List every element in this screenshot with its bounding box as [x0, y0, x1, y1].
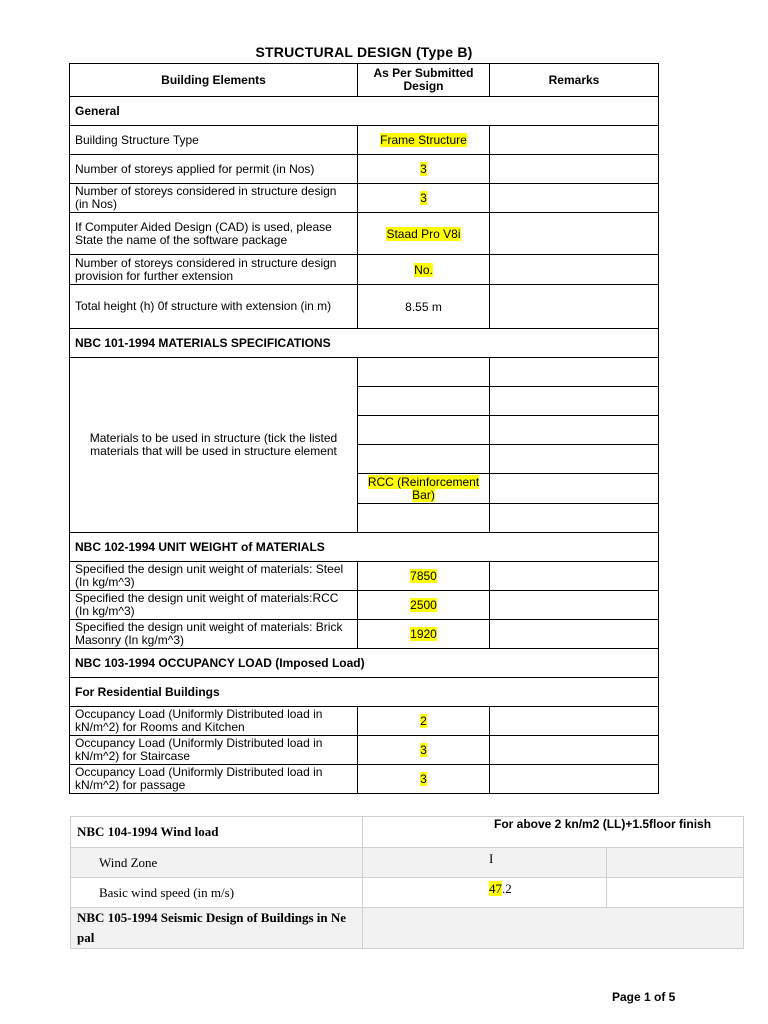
remarks-cell — [490, 620, 659, 649]
table-row — [70, 213, 659, 255]
remarks-cell — [490, 126, 659, 155]
remarks-cell — [490, 155, 659, 184]
section-row — [70, 329, 659, 358]
section-row — [70, 533, 659, 562]
row-label: Specified the design unit weight of materials: Steel (In kg/m^3) — [70, 562, 358, 591]
table-row — [70, 155, 659, 184]
remarks-cell — [490, 387, 659, 416]
table-row — [70, 255, 659, 285]
page-number: Page 1 of 5 — [612, 990, 676, 1004]
remarks-cell — [490, 736, 659, 765]
row-value: 2500 — [410, 598, 437, 612]
header-submitted-design: As Per Submitted Design — [358, 64, 490, 97]
wind-speed-row — [71, 878, 744, 908]
table-row — [70, 126, 659, 155]
material-item — [358, 416, 490, 445]
table-row — [70, 285, 659, 329]
document-title: STRUCTURAL DESIGN (Type B) — [255, 44, 473, 60]
structural-design-table — [69, 63, 659, 794]
row-value: Frame Structure — [380, 133, 467, 147]
row-label: Occupancy Load (Uniformly Distributed load in kN/m^2) for Staircase — [70, 736, 358, 765]
remarks-cell — [490, 255, 659, 285]
remarks-cell — [490, 445, 659, 474]
material-item — [358, 358, 490, 387]
row-value: No. — [414, 262, 433, 277]
row-value: 3 — [420, 191, 427, 205]
wind-seismic-table — [70, 816, 744, 949]
row-label: Number of storeys considered in structure design (in Nos) — [70, 184, 358, 213]
remarks-cell — [490, 504, 659, 533]
row-value: Staad Pro V8i — [386, 226, 461, 241]
remarks-cell — [490, 591, 659, 620]
table-row — [70, 591, 659, 620]
remarks-cell — [490, 765, 659, 794]
wind-zone-value: I — [363, 848, 607, 878]
section-general: General — [70, 97, 659, 126]
row-label: Occupancy Load (Uniformly Distributed load in kN/m^2) for Rooms and Kitchen — [70, 707, 358, 736]
table-row — [70, 562, 659, 591]
row-label: Total height (h) 0f structure with extension (in m) — [70, 285, 358, 329]
table-row — [70, 184, 659, 213]
remarks-cell — [490, 562, 659, 591]
row-label: Building Structure Type — [70, 126, 358, 155]
section-seismic: NBC 105-1994 Seismic Design of Buildings in Ne pal — [71, 908, 363, 949]
header-row — [70, 64, 659, 97]
section-row — [70, 649, 659, 678]
materials-label: Materials to be used in structure (tick the listed materials that will be used in structure element — [70, 358, 358, 533]
table-row — [70, 707, 659, 736]
row-label: If Computer Aided Design (CAD) is used, please State the name of the software package — [70, 213, 358, 255]
wind-zone-row — [71, 848, 744, 878]
section-materials: NBC 101-1994 MATERIALS SPECIFICATIONS — [70, 329, 659, 358]
seismic-heading-row — [71, 908, 744, 949]
remarks-cell — [607, 848, 744, 878]
wind-speed-value: 47 — [489, 881, 502, 896]
header-remarks: Remarks — [490, 64, 659, 97]
row-value: 1920 — [410, 627, 437, 641]
row-label: Number of storeys considered in structure design provision for further extension — [70, 255, 358, 285]
wind-speed-label: Basic wind speed (in m/s) — [71, 878, 363, 908]
remarks-cell — [607, 878, 744, 908]
table-row — [70, 736, 659, 765]
row-label: Number of storeys applied for permit (in Nos) — [70, 155, 358, 184]
section-row — [70, 678, 659, 707]
remarks-cell — [490, 213, 659, 255]
material-item — [358, 445, 490, 474]
remarks-cell — [490, 474, 659, 504]
section-row — [70, 97, 659, 126]
material-item — [358, 387, 490, 416]
remarks-cell — [490, 184, 659, 213]
table-row — [70, 358, 659, 387]
wind-speed-decimal: .2 — [502, 881, 512, 896]
row-value: 3 — [420, 772, 427, 786]
row-value: 2 — [420, 714, 427, 728]
subsection-residential: For Residential Buildings — [70, 678, 659, 707]
material-item — [358, 504, 490, 533]
section-wind: NBC 104-1994 Wind load — [71, 817, 363, 848]
row-value: 7850 — [410, 569, 437, 583]
header-building-elements: Building Elements — [70, 64, 358, 97]
row-value: 3 — [420, 162, 427, 176]
wind-zone-label: Wind Zone — [71, 848, 363, 878]
remarks-cell — [490, 358, 659, 387]
row-label: Occupancy Load (Uniformly Distributed load in kN/m^2) for passage — [70, 765, 358, 794]
row-value: 8.55 m — [358, 285, 490, 329]
row-label: Specified the design unit weight of materials: Brick Masonry (In kg/m^3) — [70, 620, 358, 649]
section-occupancy: NBC 103-1994 OCCUPANCY LOAD (Imposed Load) — [70, 649, 659, 678]
section-unit-weight: NBC 102-1994 UNIT WEIGHT of MATERIALS — [70, 533, 659, 562]
row-value: 3 — [420, 743, 427, 757]
remarks-cell — [490, 416, 659, 445]
table-row — [70, 765, 659, 794]
remarks-cell — [490, 707, 659, 736]
remarks-cell — [490, 285, 659, 329]
table-row — [70, 620, 659, 649]
wind-note: For above 2 kn/m2 (LL)+1.5floor finish — [494, 817, 712, 831]
row-label: Specified the design unit weight of materials:RCC (In kg/m^3) — [70, 591, 358, 620]
material-item-rcc: RCC (Reinforcement Bar) — [367, 474, 480, 502]
